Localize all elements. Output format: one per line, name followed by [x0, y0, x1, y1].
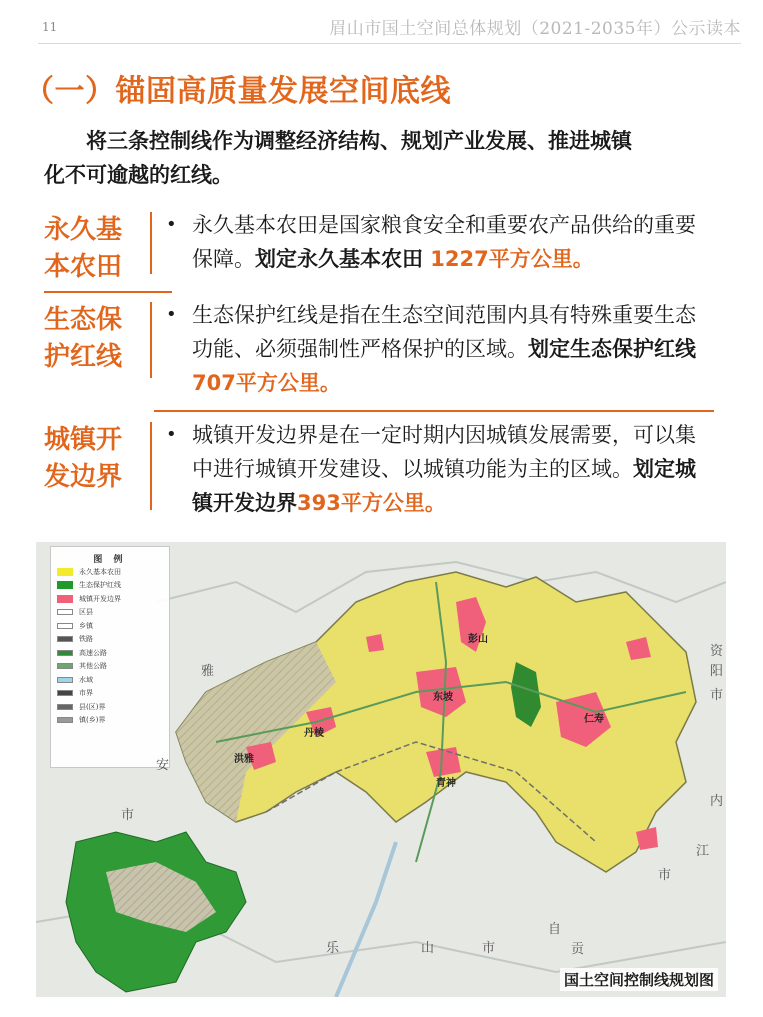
city-label: 丹棱 — [304, 728, 324, 739]
row-body — [166, 298, 714, 410]
row-body — [166, 208, 714, 288]
legend-label: 其他公路 — [79, 662, 107, 671]
region-label: 市 — [482, 941, 496, 956]
row-label — [44, 418, 144, 526]
intro-paragraph — [44, 124, 734, 192]
region-label: 内 — [710, 794, 724, 809]
legend-swatch — [57, 717, 73, 723]
legend-item — [51, 660, 169, 674]
row-emphasis: 划定永久基本农田 — [255, 247, 423, 271]
region-label: 江 — [696, 844, 710, 859]
legend-item — [51, 714, 169, 728]
row-label-line-2: 本农田 — [44, 252, 123, 282]
legend-item — [51, 673, 169, 687]
region-label: 自 — [548, 922, 562, 937]
legend-swatch — [57, 663, 73, 669]
row-label-line-2: 护红线 — [44, 342, 123, 372]
legend-swatch — [57, 623, 73, 629]
page-number: 11 — [42, 20, 58, 34]
row-description: 城镇开发边界是在一定时期内因城镇发展需要，可以集中进行城镇开发建设、以城镇功能为主的区域。 — [192, 423, 696, 481]
legend-swatch — [57, 581, 73, 589]
row-emphasis: 划定生态保护红线 — [528, 337, 696, 361]
urban-boundary — [366, 634, 384, 652]
legend-item — [51, 579, 169, 593]
legend-item — [51, 646, 169, 660]
legend-item — [51, 700, 169, 714]
legend-title: 图 例 — [93, 555, 127, 565]
map-legend — [50, 546, 170, 768]
region-label: 资 — [710, 644, 724, 659]
row-urban — [44, 418, 714, 526]
legend-swatch — [57, 636, 73, 642]
control-lines-map — [36, 542, 726, 997]
row-body — [166, 418, 714, 526]
legend-label: 高速公路 — [79, 648, 107, 657]
row-value: 1227平方公里。 — [423, 247, 594, 271]
city-label: 东坡 — [433, 692, 453, 703]
legend-label: 铁路 — [79, 635, 93, 644]
page-header — [0, 0, 763, 46]
row-separator — [44, 291, 172, 293]
legend-item — [51, 592, 169, 606]
row-value: 707平方公里。 — [192, 371, 341, 395]
row-label — [44, 298, 144, 410]
row-label — [44, 208, 144, 288]
legend-label: 乡镇 — [79, 621, 93, 630]
region-label: 市 — [710, 688, 724, 703]
row-description: 永久基本农田是国家粮食安全和重要农产品供给的重要保障。 — [192, 213, 696, 271]
bullet: • — [166, 214, 177, 235]
row-label-line-1: 城镇开 — [44, 425, 123, 455]
legend-swatch — [57, 704, 73, 710]
city-label: 青神 — [436, 778, 456, 789]
legend-label: 城镇开发边界 — [79, 594, 121, 603]
row-vertical-divider — [150, 212, 152, 274]
row-text — [192, 298, 714, 410]
region-label: 雅 — [201, 664, 215, 679]
legend-swatch — [57, 690, 73, 696]
legend-item — [51, 565, 169, 579]
header-divider — [38, 43, 741, 44]
legend-label: 生态保护红线 — [79, 581, 121, 590]
legend-label: 区县 — [79, 608, 93, 617]
row-text — [192, 418, 714, 526]
legend-label: 镇(乡)界 — [79, 716, 106, 725]
city-label: 彭山 — [468, 634, 488, 645]
legend-label: 县(区)界 — [79, 702, 106, 711]
row-emphasis: 划定城镇开发边界 — [192, 457, 696, 515]
legend-items — [51, 565, 169, 727]
legend-label: 永久基本农田 — [79, 567, 121, 576]
region-label: 贡 — [571, 942, 585, 957]
section-title: （一）锚固高质量发展空间底线 — [24, 74, 451, 109]
city-label: 仁寿 — [584, 714, 604, 725]
legend-swatch — [57, 568, 73, 576]
bullet: • — [166, 304, 177, 325]
intro-line-1: 将三条控制线作为调整经济结构、规划产业发展、推进城镇 — [86, 129, 632, 153]
legend-item — [51, 606, 169, 620]
row-label-line-1: 生态保 — [44, 305, 123, 335]
intro-line-2: 化不可逾越的红线。 — [44, 163, 233, 187]
legend-swatch — [57, 609, 73, 615]
city-label: 洪雅 — [234, 754, 254, 765]
legend-label: 水域 — [79, 675, 93, 684]
row-text — [192, 208, 714, 288]
row-description: 生态保护红线是指在生态空间范围内具有特殊重要生态功能、必须强制性严格保护的区域。 — [192, 303, 696, 361]
bullet: • — [166, 424, 177, 445]
region-label: 市 — [658, 868, 672, 883]
region-label: 安 — [156, 758, 170, 773]
map-caption: 国土空间控制线规划图 — [560, 968, 718, 991]
row-separator — [154, 410, 714, 412]
row-value: 393平方公里。 — [297, 491, 446, 515]
region-label: 乐 — [326, 941, 340, 956]
control-lines-list — [44, 208, 714, 526]
row-label-line-2: 发边界 — [44, 462, 123, 492]
legend-swatch — [57, 650, 73, 656]
region-label: 阳 — [710, 664, 724, 679]
row-label-line-1: 永久基 — [44, 215, 123, 245]
region-label: 山 — [421, 941, 435, 956]
row-vertical-divider — [150, 302, 152, 378]
legend-item — [51, 619, 169, 633]
legend-swatch — [57, 677, 73, 683]
row-ecology — [44, 298, 714, 410]
document-title: 眉山市国土空间总体规划（2021-2035年）公示读本 — [329, 19, 741, 39]
region-label: 市 — [121, 808, 135, 823]
legend-label: 市界 — [79, 689, 93, 698]
row-farmland — [44, 208, 714, 288]
legend-swatch — [57, 595, 73, 603]
legend-item — [51, 687, 169, 701]
row-vertical-divider — [150, 422, 152, 510]
legend-item — [51, 633, 169, 647]
